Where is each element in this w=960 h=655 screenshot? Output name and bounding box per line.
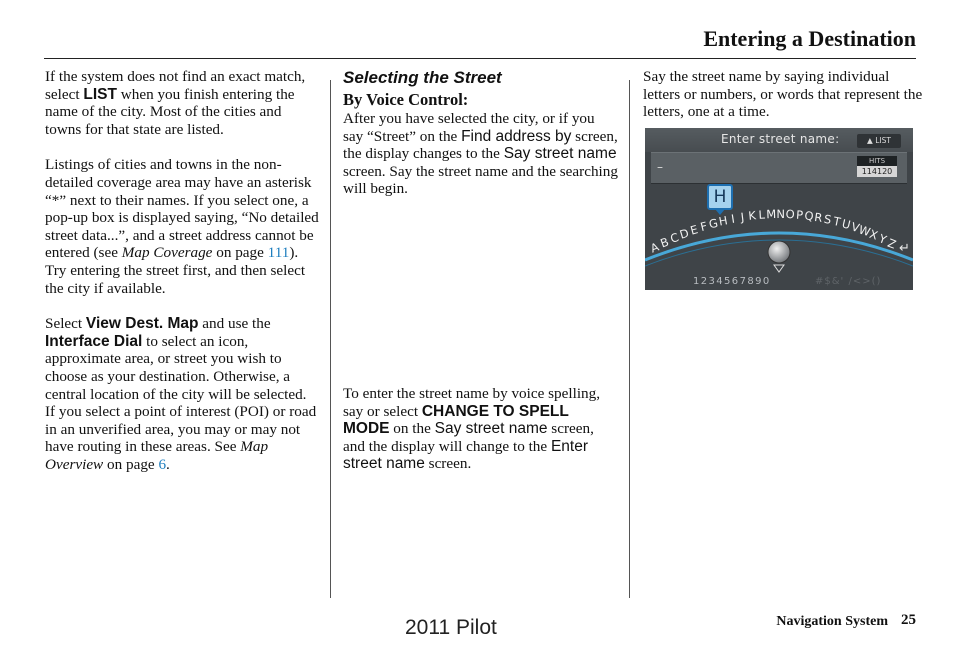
selected-key-pointer	[715, 209, 725, 215]
letter-key-n[interactable]: N	[776, 206, 786, 222]
hits-value: 114120	[857, 166, 897, 177]
letter-key-i[interactable]: I	[730, 211, 736, 227]
interface-dial-ref: Interface Dial	[45, 332, 143, 350]
page-section-title: Entering a Destination	[703, 26, 916, 51]
letter-key-q[interactable]: Q	[803, 208, 815, 224]
letter-key-m[interactable]: M	[766, 206, 777, 222]
dial-keyboard-svg	[645, 128, 913, 290]
letter-key-f[interactable]: F	[698, 218, 709, 235]
symbol-row[interactable]: #$&' /<>()	[815, 276, 882, 287]
enter-street-name-screen	[645, 128, 913, 290]
enter-street-name-ref: Enter street name	[343, 437, 588, 473]
view-dest-map-ref: View Dest. Map	[85, 315, 199, 333]
letter-key-k[interactable]: K	[747, 208, 757, 223]
screen-title: Enter street name:	[721, 132, 840, 146]
letter-key-w[interactable]: W	[857, 222, 872, 240]
paragraph-spell-mode: To enter the street name by voice spelling, say or select CHANGE TO SPELL MODE on the Say street name screen, and the display will change to the Enter street name screen.	[343, 384, 601, 473]
dial-down-arrow-icon	[774, 265, 784, 272]
column-middle	[343, 68, 618, 473]
letter-key-v[interactable]: V	[849, 219, 862, 236]
paragraph-view-dest-map: Select View Dest. Map and use the Interface Dial to select an icon, approximate area, or street you wish to choose as your destination. Otherwise, a central location of the city will be selected. If you select a point of interest (POI) or road in an unverified area, you may or may not have routing in these areas. See Map Overview on page 6.	[45, 315, 317, 473]
enter-key-icon[interactable]: ↵	[899, 241, 910, 256]
letter-key-z[interactable]: Z	[885, 235, 899, 252]
say-street-name-ref-2: Say street name	[434, 420, 548, 438]
paragraph-city-not-found: If the system does not find an exact match, select LIST when you finish entering the name of the city. Most of the cities and towns for that state are listed.	[45, 68, 306, 138]
interface-dial-knob-icon	[768, 241, 790, 263]
paragraph-say-street-name: After you have selected the city, or if you say “Street” on the Find address by screen, the display changes to the Say street name screen. Say the street name and the searching will begin.	[343, 110, 618, 198]
section-heading: Selecting the Street	[343, 68, 502, 87]
letter-key-c[interactable]: C	[668, 229, 681, 246]
letter-key-y[interactable]: Y	[877, 231, 889, 247]
page-link-6[interactable]: 6	[158, 455, 167, 473]
number-row[interactable]: 1234567890	[693, 276, 771, 287]
paragraph-spell-letters: Say the street name by saying individual letters or numbers, or words that represent the letters, one at a time.	[643, 68, 923, 121]
letter-key-x[interactable]: X	[867, 226, 880, 243]
letter-key-d[interactable]: D	[677, 225, 691, 242]
header-divider	[44, 58, 916, 59]
column-right	[643, 68, 923, 121]
letter-key-h[interactable]: H	[717, 213, 729, 229]
change-to-spell-mode-ref: CHANGE TO SPELL MODE	[343, 402, 569, 438]
letter-key-b[interactable]: B	[658, 234, 671, 251]
watermark-model-label: 2011 Pilot	[405, 616, 497, 639]
hits-label: HITS	[857, 156, 897, 166]
letter-key-o[interactable]: O	[785, 207, 795, 222]
letter-key-e[interactable]: E	[688, 222, 700, 238]
letter-key-l[interactable]: L	[758, 207, 766, 222]
paragraph-non-detailed-coverage: Listings of cities and towns in the non-detailed coverage area may have an asterisk “*” next to their names. If you select one, a pop-up box is displayed saying, “No detailed street data...”, and a street address cannot be entered (see Map Coverage on page 111). Try entering the street first, and then select the city if available.	[45, 156, 319, 297]
page-number: 25	[901, 612, 916, 628]
list-button[interactable]: ▲ LIST	[857, 134, 901, 148]
letter-key-t[interactable]: T	[832, 214, 842, 230]
footer-section-label: Navigation System	[776, 614, 888, 629]
letter-key-r[interactable]: R	[813, 209, 824, 225]
letter-key-g[interactable]: G	[707, 215, 720, 232]
letter-key-p[interactable]: P	[795, 207, 804, 223]
letter-key-j[interactable]: J	[739, 209, 746, 225]
find-address-by-ref: Find address by	[461, 127, 572, 145]
letter-key-u[interactable]: U	[840, 216, 852, 232]
subheading-voice-control: By Voice Control:	[343, 90, 469, 109]
column-divider-left	[330, 80, 331, 598]
letter-key-s[interactable]: S	[822, 211, 833, 227]
selected-letter-key[interactable]: H	[707, 184, 733, 210]
say-street-name-ref: Say street name	[503, 145, 617, 163]
input-cursor: –	[657, 160, 663, 174]
column-divider-right	[629, 80, 630, 598]
list-button-ref: LIST	[83, 85, 117, 103]
map-coverage-ref: Map Coverage	[121, 244, 213, 262]
letter-key-a[interactable]: A	[648, 239, 661, 256]
page-link-111[interactable]: 111	[267, 244, 290, 262]
map-overview-ref: Map Overview	[45, 438, 269, 473]
column-left	[45, 68, 320, 473]
